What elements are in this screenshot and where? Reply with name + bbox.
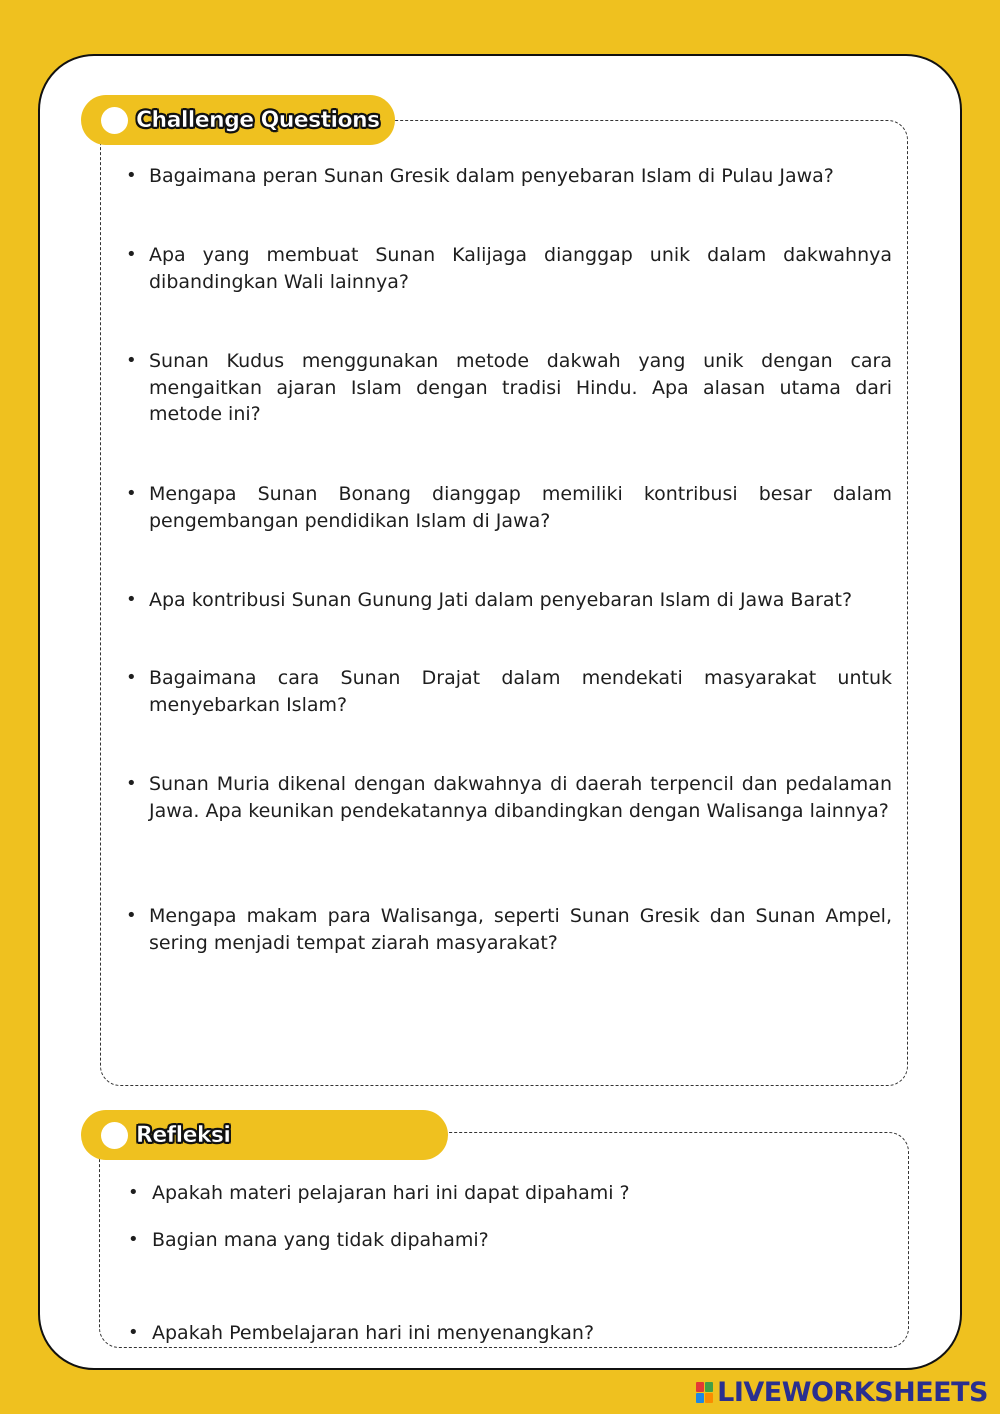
header-dot-icon xyxy=(101,107,128,134)
challenge-question-3: • Sunan Kudus menggunakan metode dakwah yang unik dengan cara mengaitkan ajaran Islam dengan tradisi Hindu. Apa alasan utama dari metode ini? xyxy=(126,348,892,428)
reflection-question-3: • Apakah Pembelajaran hari ini menyenangkan? xyxy=(128,1320,594,1346)
challenge-question-6: • Bagaimana cara Sunan Drajat dalam mendekati masyarakat untuk menyebarkan Islam? xyxy=(126,665,892,718)
header-dot-icon xyxy=(101,1122,128,1149)
challenge-question-2: • Apa yang membuat Sunan Kalijaga dianggap unik dalam dakwahnya dibandingkan Wali lainnya? xyxy=(126,242,892,295)
challenge-questions-title: Challenge Questions xyxy=(136,107,380,133)
reflection-header xyxy=(81,1110,448,1160)
challenge-question-5: • Apa kontribusi Sunan Gunung Jati dalam penyebaran Islam di Jawa Barat? xyxy=(126,587,892,614)
challenge-question-4: • Mengapa Sunan Bonang dianggap memiliki kontribusi besar dalam pengembangan pendidikan Islam di Jawa? xyxy=(126,481,892,534)
challenge-question-1: • Bagaimana peran Sunan Gresik dalam penyebaran Islam di Pulau Jawa? xyxy=(126,163,892,190)
reflection-title: Refleksi xyxy=(136,1122,231,1148)
liveworksheets-logo-icon xyxy=(696,1382,713,1403)
liveworksheets-brand[interactable] xyxy=(696,1377,988,1408)
reflection-question-1: • Apakah materi pelajaran hari ini dapat dipahami ? xyxy=(128,1180,630,1206)
challenge-question-7: • Sunan Muria dikenal dengan dakwahnya di daerah terpencil dan pedalaman Jawa. Apa keunikan pendekatannya dibandingkan dengan Walisanga lainnya? xyxy=(126,771,892,824)
reflection-question-2: • Bagian mana yang tidak dipahami? xyxy=(128,1227,489,1253)
challenge-question-8: • Mengapa makam para Walisanga, seperti Sunan Gresik dan Sunan Ampel, sering menjadi tempat ziarah masyarakat? xyxy=(126,903,892,956)
challenge-questions-header xyxy=(81,95,395,145)
brand-name: LIVEWORKSHEETS xyxy=(717,1377,988,1408)
